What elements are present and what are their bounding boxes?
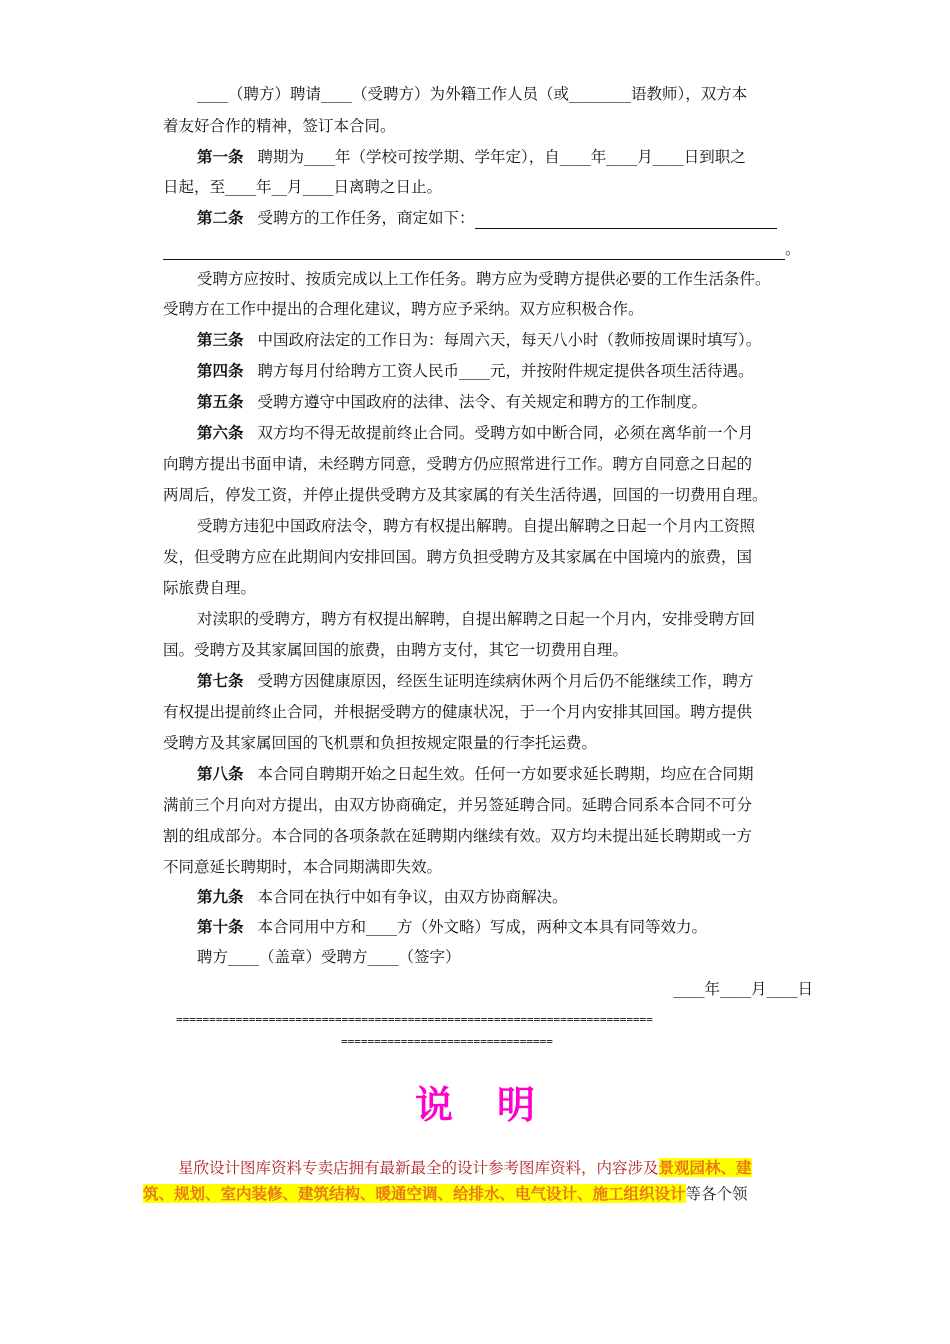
article-6-p2-line-1: 受聘方违犯中国政府法令，聘方有权提出解聘。自提出解聘之日起一个月内工资照 xyxy=(197,517,756,535)
article-7-text: 受聘方因健康原因，经医生证明连续病休两个月后仍不能继续工作，聘方 xyxy=(257,672,754,690)
article-10-text: 本合同用中方和____方（外文略）写成，两种文本具有同等效力。 xyxy=(257,918,708,936)
article-2-para-line-1: 受聘方应按时、按质完成以上工作任务。聘方应为受聘方提供必要的工作生活条件。 xyxy=(197,270,771,288)
article-3 xyxy=(197,329,813,351)
article-5 xyxy=(197,391,813,413)
article-7-line-2: 有权提出提前终止合同，并根据受聘方的健康状况，于一个月内安排其回国。聘方提供 xyxy=(163,703,753,721)
article-4-label: 第四条 xyxy=(197,361,244,380)
article-7-label: 第七条 xyxy=(197,671,244,690)
notice-text-end: 等各个领 xyxy=(685,1185,748,1203)
article-4 xyxy=(197,360,813,382)
notice-highlight-2: 筑、规划、室内装修、建筑结构、暖通空调、给排水、电气设计、施工组织设计 xyxy=(143,1184,686,1203)
article-3-label: 第三条 xyxy=(197,330,244,349)
article-8-label: 第八条 xyxy=(197,764,244,783)
article-1-line-2: 日起，至____年__月____日离聘之日止。 xyxy=(163,178,443,196)
article-2-end: 。 xyxy=(785,240,801,258)
article-2-label: 第二条 xyxy=(197,208,244,227)
article-6-label: 第六条 xyxy=(197,423,244,442)
task-blank xyxy=(475,212,777,229)
article-5-text: 受聘方遵守中国政府的法律、法令、有关规定和聘方的工作制度。 xyxy=(257,393,708,411)
notice-text-start: 星欣设计图库资料专卖店拥有最新最全的设计参考图库资料，内容涉及 xyxy=(178,1159,659,1177)
article-6-p3-line-1: 对渎职的受聘方，聘方有权提出解聘，自提出解聘之日起一个月内，安排受聘方回 xyxy=(197,610,756,628)
article-6-line-3: 两周后，停发工资，并停止提供受聘方及其家属的有关生活待遇，回国的一切费用自理。 xyxy=(163,486,768,504)
notice-line-2 xyxy=(143,1182,813,1206)
article-6-line-2: 向聘方提出书面申请，未经聘方同意，受聘方仍应照常进行工作。聘方自同意之日起的 xyxy=(163,455,753,473)
article-3-text: 中国政府法定的工作日为：每周六天，每天八小时（教师按周课时填写）。 xyxy=(257,331,762,349)
intro-line-1: ____（聘方）聘请____（受聘方）为外籍工作人员（或________语教师），双方本 xyxy=(197,85,748,103)
signature-line: 聘方____（盖章）受聘方____（签字） xyxy=(197,948,461,966)
article-8-line-3: 割的组成部分。本合同的各项条款在延聘期内继续有效。双方均未提出延长聘期或一方 xyxy=(163,827,753,845)
article-2-text: 受聘方的工作任务，商定如下： xyxy=(257,209,475,227)
article-6-p2-line-2: 发，但受聘方应在此期间内安排回国。聘方负担受聘方及其家属在中国境内的旅费，国 xyxy=(163,548,753,566)
article-9-label: 第九条 xyxy=(197,887,244,906)
article-7 xyxy=(197,670,813,692)
article-5-label: 第五条 xyxy=(197,392,244,411)
separator-line-1: ======================================================================== xyxy=(176,1013,653,1026)
article-8-text: 本合同自聘期开始之日起生效。任何一方如要求延长聘期，均应在合同期 xyxy=(257,765,754,783)
date-line: ____年____月____日 xyxy=(673,980,813,998)
article-2-line-2 xyxy=(163,238,813,260)
article-1 xyxy=(197,146,813,168)
article-4-text: 聘方每月付给聘方工资人民币____元，并按附件规定提供各项生活待遇。 xyxy=(257,362,754,380)
article-8-line-2: 满前三个月向对方提出，由双方协商确定，并另签延聘合同。延聘合同系本合同不可分 xyxy=(163,796,753,814)
task-blank-2 xyxy=(163,243,785,260)
notice-heading: 说明 xyxy=(414,1083,579,1127)
article-8 xyxy=(197,763,813,785)
article-6-text: 双方均不得无故提前终止合同。受聘方如中断合同，必须在离华前一个月 xyxy=(257,424,754,442)
article-1-text: 聘期为____年（学校可按学期、学年定），自____年____月____日到职之 xyxy=(257,148,746,166)
article-6 xyxy=(197,422,813,444)
article-2-para-line-2: 受聘方在工作中提出的合理化建议，聘方应予采纳。双方应积极合作。 xyxy=(163,300,644,318)
article-9 xyxy=(197,886,813,908)
intro-line-2: 着友好合作的精神，签订本合同。 xyxy=(163,117,396,135)
notice-highlight-1: 景观园林、建 xyxy=(658,1158,752,1177)
article-6-p2-line-3: 际旅费自理。 xyxy=(163,579,257,597)
article-2 xyxy=(197,207,813,229)
article-8-line-4: 不同意延长聘期时，本合同期满即失效。 xyxy=(163,858,443,876)
article-1-label: 第一条 xyxy=(197,147,244,166)
article-6-p3-line-2: 国。受聘方及其家属回国的旅费，由聘方支付，其它一切费用自理。 xyxy=(163,641,629,659)
article-7-line-3: 受聘方及其家属回国的飞机票和负担按规定限量的行李托运费。 xyxy=(163,734,598,752)
article-9-text: 本合同在执行中如有争议，由双方协商解决。 xyxy=(257,888,568,906)
notice-line-1 xyxy=(178,1156,813,1180)
article-10 xyxy=(197,916,813,938)
separator-line-2: ================================ xyxy=(341,1035,553,1048)
article-10-label: 第十条 xyxy=(197,917,244,936)
